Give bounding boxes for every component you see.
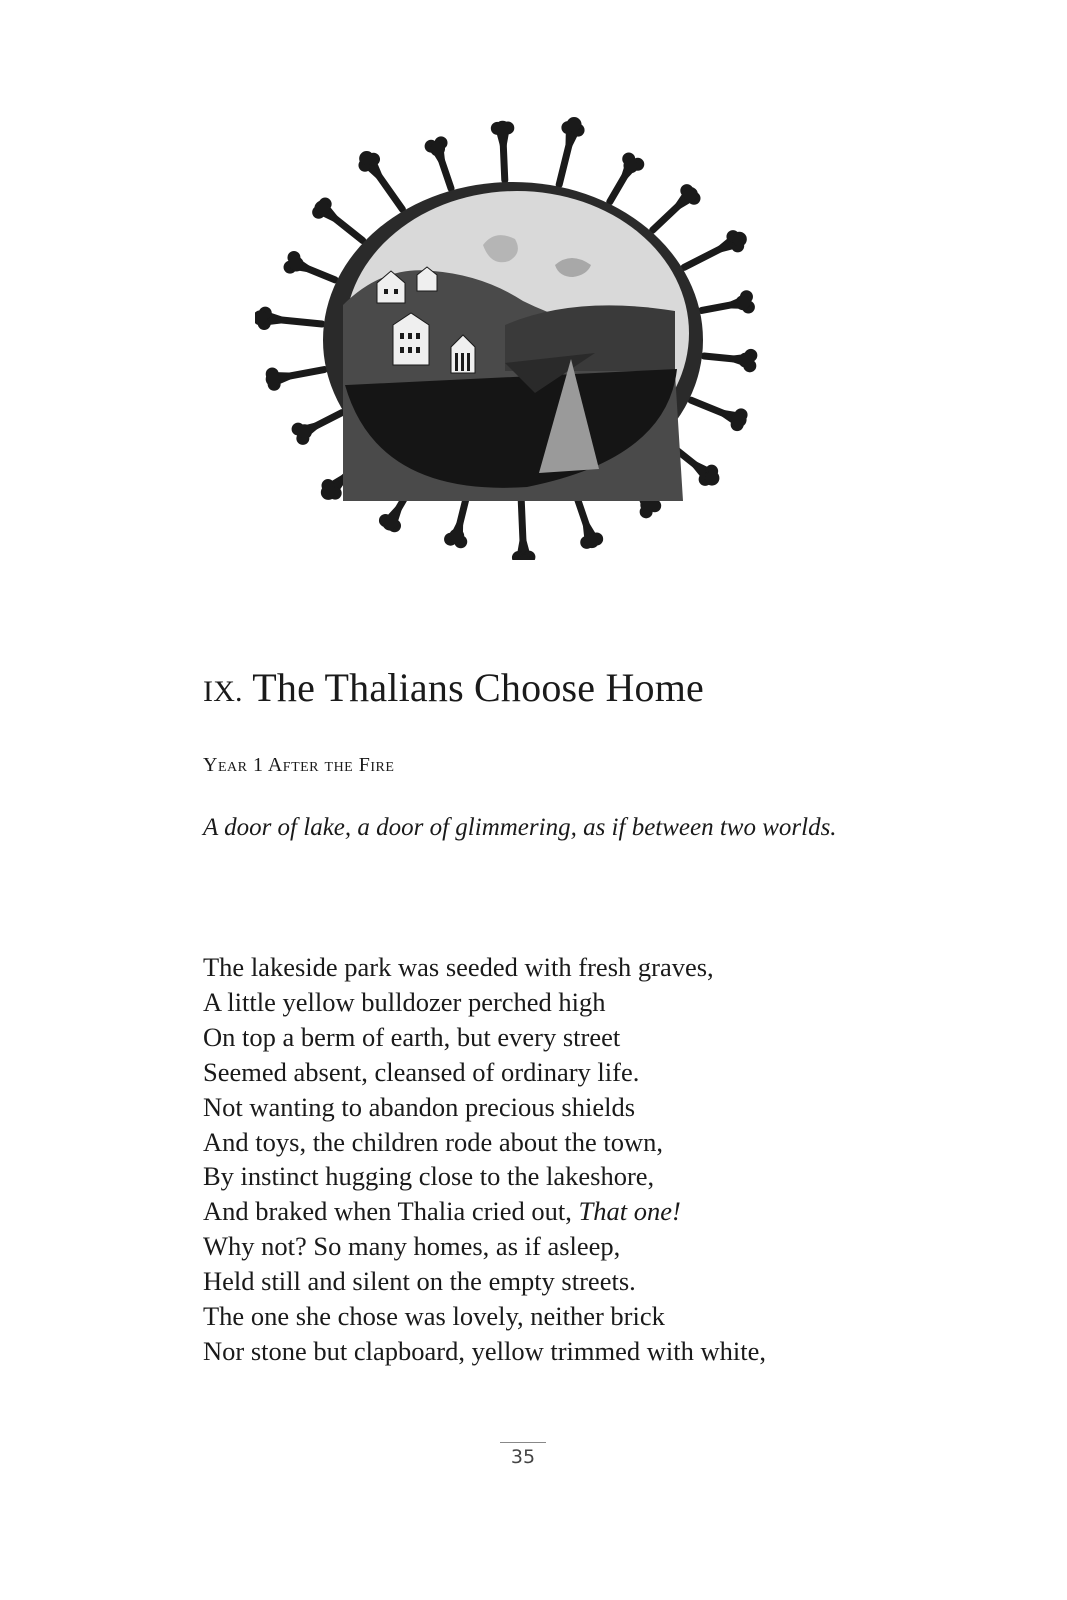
berry-dot — [321, 485, 335, 499]
berry-dot — [431, 142, 445, 156]
poem-line: Seemed absent, cleansed of ordinary life. — [203, 1056, 640, 1087]
page-number: 35 — [510, 1446, 536, 1468]
branch-stem — [684, 239, 739, 267]
lake-houses-illustration — [255, 115, 775, 560]
epigraph: A door of lake, a door of glimmering, as if between two worlds. — [203, 814, 837, 841]
berry-dot — [732, 413, 746, 427]
poem-body — [203, 950, 766, 1369]
chapter-title-text: The Thalians Choose Home — [252, 665, 705, 710]
poem-line-emphasis: That one! — [578, 1196, 681, 1227]
berry-dot — [736, 296, 750, 310]
chapter-subtitle: Year 1 After the Fire — [203, 754, 395, 776]
poem-line: On top a berm of earth, but every street — [203, 1021, 621, 1052]
berry-dot — [255, 311, 267, 325]
berry-dot — [383, 516, 397, 530]
berry-dot — [450, 529, 464, 543]
chapter-title — [203, 664, 704, 711]
branch-stem — [691, 400, 739, 420]
branch-stem — [367, 159, 403, 210]
berry-dot — [289, 257, 303, 271]
poem-line: The lakeside park was seeded with fresh graves, — [203, 952, 714, 982]
poem-line: Held still and silent on the empty streets. — [203, 1266, 636, 1297]
poem-line: Not wanting to abandon precious shields — [203, 1091, 636, 1122]
poem-line: The one she chose was lovely, neither brick — [203, 1301, 665, 1332]
berry-dot — [266, 372, 280, 386]
berry-dot — [496, 121, 510, 135]
poem-line-text: And braked when Thalia cried out, — [203, 1196, 579, 1227]
berry-dot — [705, 471, 719, 485]
poem-line: A little yellow bulldozer perched high — [203, 986, 606, 1017]
berry-dot — [298, 425, 312, 439]
berry-dot — [739, 353, 753, 367]
poem-line: And toys, the children rode about the town, — [203, 1126, 663, 1157]
berry-dot — [732, 232, 746, 246]
branch-stem — [322, 208, 363, 240]
page-number-rule — [500, 1442, 546, 1443]
poem-line: By instinct hugging close to the lakeshore, — [203, 1161, 655, 1192]
poem-line: Why not? So many homes, as if asleep, — [203, 1231, 621, 1262]
berry-dot — [585, 534, 599, 548]
berry-dot — [567, 118, 581, 132]
chapter-numeral: IX. — [203, 675, 243, 708]
poem-line — [203, 1194, 766, 1229]
berry-dot — [624, 159, 638, 173]
berry-dot — [683, 187, 697, 201]
poem-line: Nor stone but clapboard, yellow trimmed with white, — [203, 1335, 767, 1366]
berry-dot — [360, 152, 374, 166]
berry-dot — [315, 201, 329, 215]
branch-stem — [653, 194, 691, 230]
